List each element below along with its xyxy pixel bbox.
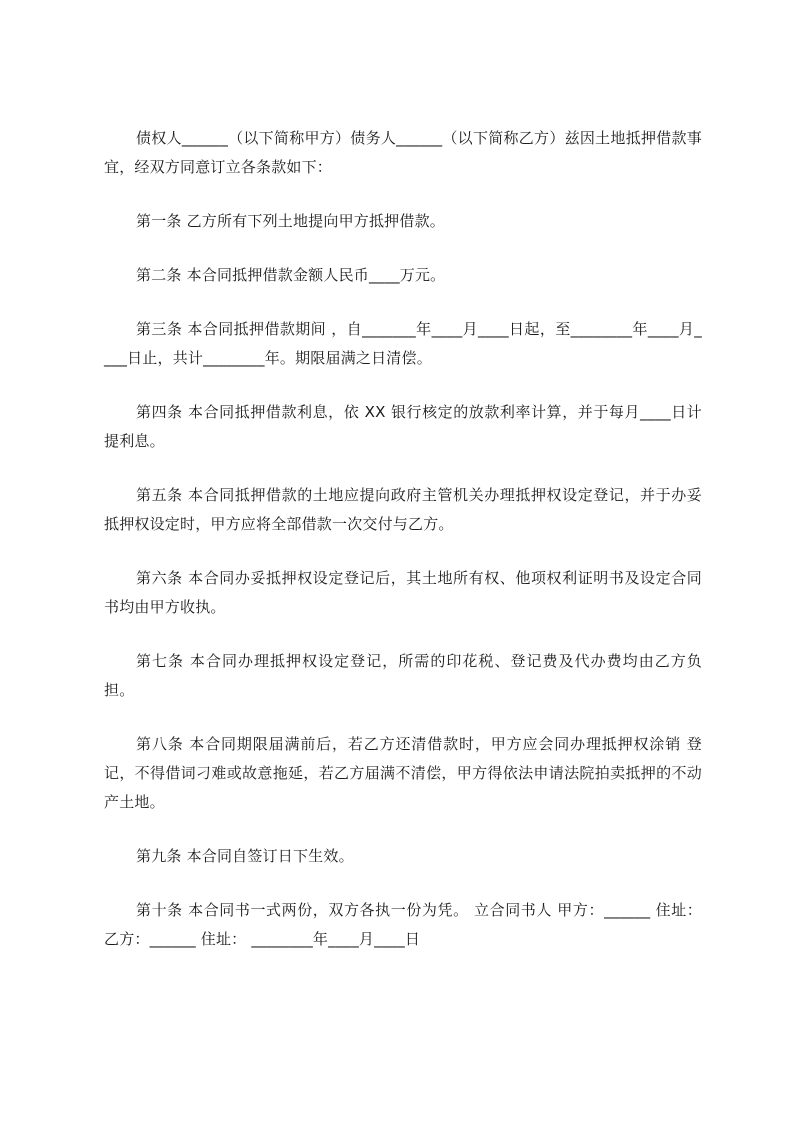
preamble-paragraph: 债权人______（以下简称甲方）债务人______（以下简称乙方）兹因土地抵押借款事宜，经双方同意订立各条款如下： bbox=[104, 129, 702, 176]
article-10-signature-paragraph: 第十条 本合同书一式两份，双方各执一份为凭。 立合同书人 甲方：______ 住址： 乙方：______ 住址： ________年____月____日 bbox=[104, 901, 702, 948]
article-3-paragraph: 第三条 本合同抵押借款期间 ，自_______年____月____日起，至________年____月____日止，共计________年。期限届满之日清偿。 bbox=[104, 320, 702, 367]
article-8-paragraph: 第八条 本合同期限届满前后，若乙方还清借款时，甲方应会同办理抵押权涂销 登记，不得借词刁难或故意拖延，若乙方届满不清偿，甲方得依法申请法院拍卖抵押的不动产土地。 bbox=[104, 735, 702, 811]
article-2-paragraph: 第二条 本合同抵押借款金额人民币____万元。 bbox=[136, 266, 446, 284]
contract-body bbox=[104, 124, 702, 954]
article-6-paragraph: 第六条 本合同办妥抵押权设定登记后，其土地所有权、他项权利证明书及设定合同书均由甲方收执。 bbox=[104, 569, 702, 616]
article-1-paragraph: 第一条 乙方所有下列土地提向甲方抵押借款。 bbox=[136, 212, 445, 230]
article-5-paragraph: 第五条 本合同抵押借款的土地应提向政府主管机关办理抵押权设定登记，并于办妥抵押权设定时，甲方应将全部借款一次交付与乙方。 bbox=[104, 486, 702, 533]
article-9-paragraph: 第九条 本合同自签订日下生效。 bbox=[136, 847, 354, 865]
article-7-paragraph: 第七条 本合同办理抵押权设定登记，所需的印花税、登记费及代办费均由乙方负担。 bbox=[104, 652, 702, 699]
article-4-paragraph: 第四条 本合同抵押借款利息，依 XX 银行核定的放款利率计算，并于每月____日计提利息。 bbox=[104, 403, 702, 450]
